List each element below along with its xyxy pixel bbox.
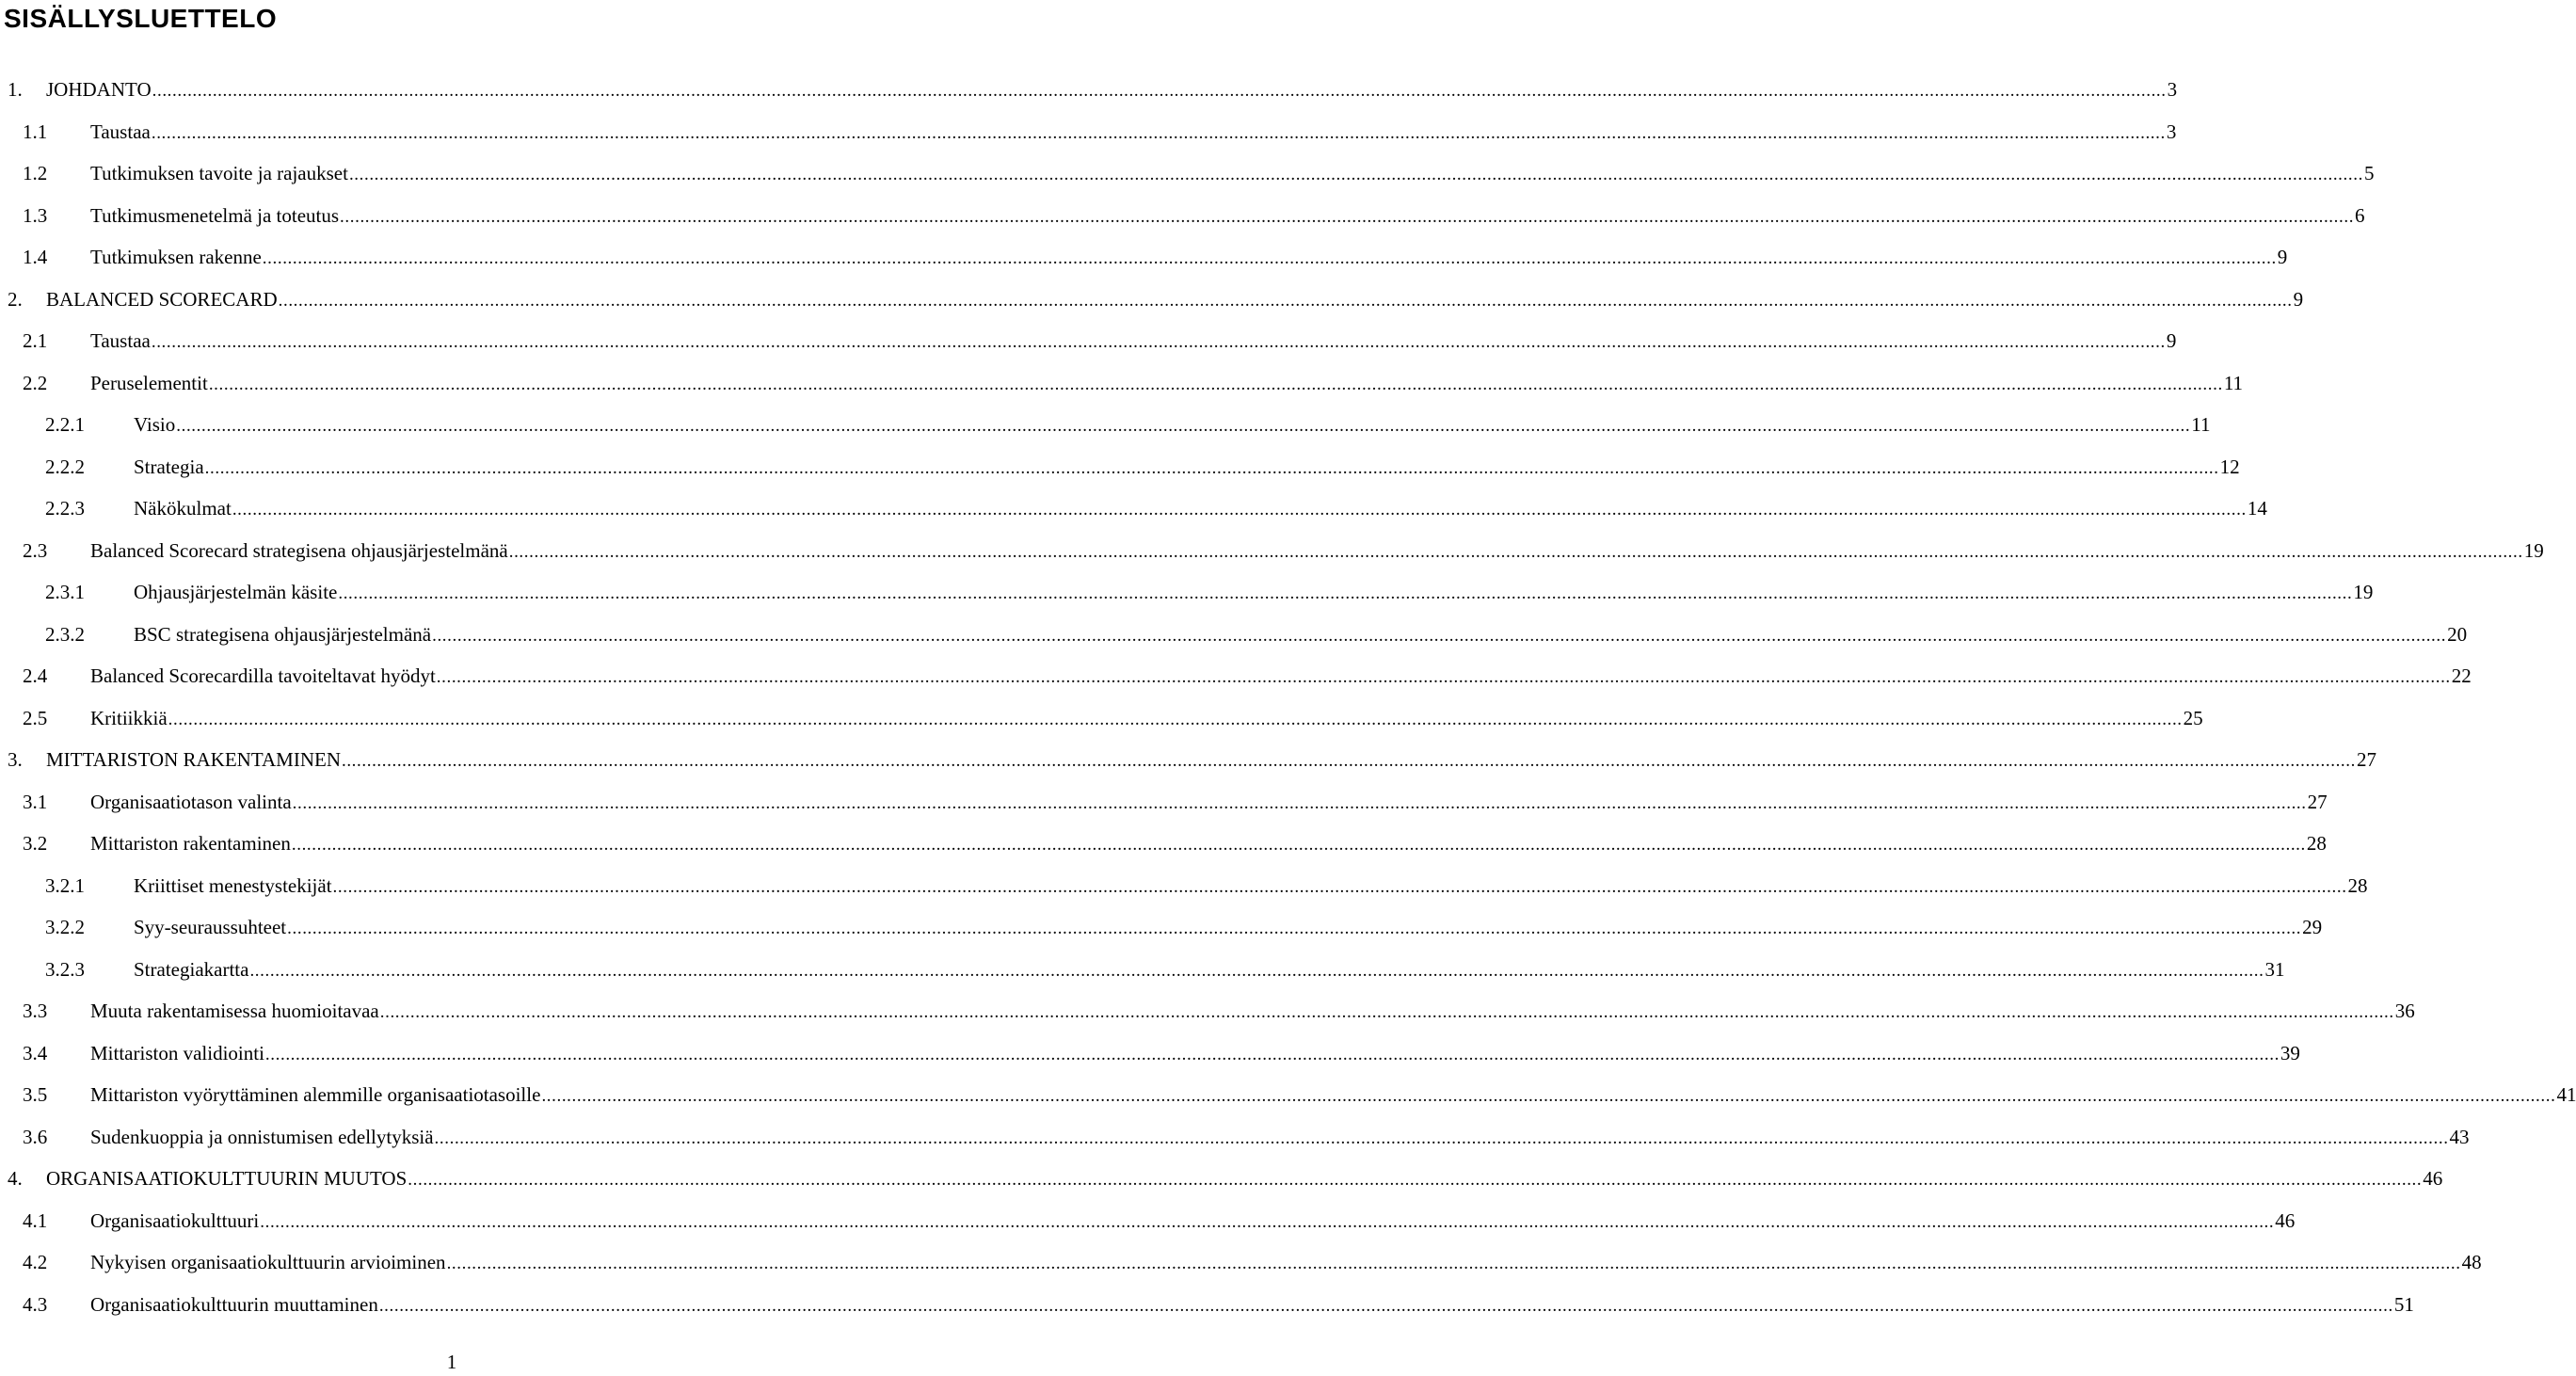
dot-leader: ................................................................................................................................................................................................................................................................................................................................................................................................................ — [541, 1086, 2556, 1106]
dot-leader: ................................................................................................................................................................................................................................................................................................................................................................................................................ — [434, 1128, 2449, 1148]
toc-entry-label: Tutkimuksen rakenne — [90, 246, 262, 268]
toc-entry-page: 27 — [2307, 790, 2328, 813]
toc-entry-label: Organisaatiotason valinta — [90, 790, 292, 813]
dot-leader: ................................................................................................................................................................................................................................................................................................................................................................................................................ — [287, 919, 2302, 938]
toc-entry-label: Mittariston validiointi — [90, 1041, 264, 1064]
toc-entry[interactable] — [0, 1164, 2443, 1192]
toc-entry-page: 14 — [2247, 497, 2267, 520]
toc-entry-page: 46 — [2423, 1167, 2443, 1190]
toc-entry-label: JOHDANTO — [46, 78, 152, 101]
toc-entry-page: 9 — [2293, 287, 2304, 311]
dot-leader: ................................................................................................................................................................................................................................................................................................................................................................................................................ — [378, 1295, 2393, 1316]
dot-leader: ................................................................................................................................................................................................................................................................................................................................................................................................................ — [408, 1170, 2423, 1190]
toc-entry[interactable] — [0, 829, 2327, 857]
toc-entry-page: 31 — [2264, 957, 2285, 981]
dot-leader: ................................................................................................................................................................................................................................................................................................................................................................................................................ — [176, 416, 2191, 436]
toc-entry-number: 3.6 — [23, 1125, 48, 1148]
dot-leader: ................................................................................................................................................................................................................................................................................................................................................................................................................ — [340, 206, 2355, 227]
toc-entry-label: Syy-seuraussuhteet — [134, 916, 287, 938]
toc-entry-number: 2.2.3 — [45, 497, 85, 520]
toc-entry-label: Balanced Scorecardilla tavoiteltavat hyödyt — [90, 664, 436, 687]
toc-entry-label: Kriittiset menestystekijät — [134, 873, 332, 897]
dot-leader: ................................................................................................................................................................................................................................................................................................................................................................................................................ — [446, 1254, 2461, 1273]
dot-leader: ................................................................................................................................................................................................................................................................................................................................................................................................................ — [262, 248, 2277, 268]
toc-entry[interactable] — [0, 159, 2375, 187]
toc-entry-page: 28 — [2306, 832, 2327, 855]
toc-entry-number: 1.3 — [23, 203, 48, 227]
toc-entry-number: 3.2.3 — [45, 957, 85, 981]
toc-entry-number: 2.4 — [23, 664, 48, 687]
toc-entry-number: 4.2 — [23, 1251, 48, 1273]
toc-entry-number: 3.2 — [23, 832, 48, 855]
toc-entry-page: 46 — [2275, 1208, 2296, 1232]
toc-entry-page: 39 — [2280, 1041, 2300, 1064]
toc-entry-label: Strategia — [134, 455, 204, 478]
toc-entry-number: 1.2 — [23, 162, 48, 184]
toc-entry-label: Näkökulmat — [134, 497, 232, 520]
toc-entry[interactable] — [0, 243, 2288, 271]
toc-entry-label: Organisaatiokulttuurin muuttaminen — [90, 1292, 378, 1316]
toc-entry-label: Mittariston vyöryttäminen alemmille organisaatiotasoille — [90, 1083, 541, 1106]
toc-entry[interactable] — [0, 536, 2544, 565]
toc-entry-number: 2.2.1 — [45, 413, 85, 436]
dot-leader: ................................................................................................................................................................................................................................................................................................................................................................................................................ — [436, 667, 2451, 687]
dot-leader: ................................................................................................................................................................................................................................................................................................................................................................................................................ — [260, 1211, 2275, 1232]
toc-entry-page: 36 — [2394, 1000, 2415, 1022]
toc-entry-label: Sudenkuoppia ja onnistumisen edellytyksiä — [90, 1125, 434, 1148]
toc-entry-number: 3.4 — [23, 1041, 48, 1064]
toc-entry-label: Tutkimuksen tavoite ja rajaukset — [90, 162, 348, 184]
toc-entry-page: 11 — [2191, 413, 2211, 436]
dot-leader: ................................................................................................................................................................................................................................................................................................................................................................................................................ — [348, 165, 2363, 184]
toc-entry-page: 9 — [2166, 329, 2177, 352]
toc-entry[interactable] — [0, 578, 2374, 606]
toc-entry-number: 2.5 — [23, 706, 48, 729]
toc-entry[interactable] — [0, 369, 2244, 397]
toc-entry-number: 3.1 — [23, 790, 48, 813]
toc-entry-page: 19 — [2353, 581, 2374, 603]
toc-entry-label: Organisaatiokulttuuri — [90, 1208, 260, 1232]
toc-entry-number: 4. — [8, 1167, 23, 1190]
toc-entry-label: ORGANISAATIOKULTTUURIN MUUTOS — [46, 1167, 408, 1190]
toc-entry[interactable] — [0, 997, 2415, 1025]
toc-entry-page: 29 — [2302, 916, 2323, 938]
toc-entry-page: 3 — [2167, 78, 2178, 101]
toc-entry-number: 1.1 — [23, 120, 48, 143]
dot-leader: ................................................................................................................................................................................................................................................................................................................................................................................................................ — [338, 584, 2353, 603]
toc-entry-label: Strategiakartta — [134, 957, 249, 981]
toc-entry[interactable] — [0, 1080, 2576, 1109]
toc-entry[interactable] — [0, 1248, 2482, 1276]
page-number: 1 — [446, 1351, 457, 1373]
toc-entry-label: Balanced Scorecard strategisena ohjausjärjestelmänä — [90, 538, 508, 562]
dot-leader: ................................................................................................................................................................................................................................................................................................................................................................................................................ — [152, 81, 2167, 101]
toc-entry-number: 3.5 — [23, 1083, 48, 1106]
toc-entry-number: 3.2.2 — [45, 916, 85, 938]
toc-entry-label: BSC strategisena ohjausjärjestelmänä — [134, 622, 432, 646]
toc-entry-page: 51 — [2393, 1292, 2414, 1316]
toc-entry-label: BALANCED SCORECARD — [46, 287, 278, 311]
toc-entry[interactable] — [0, 620, 2468, 648]
toc-entry-label: Visio — [134, 413, 176, 436]
toc-entry-number: 2.3.1 — [45, 581, 85, 603]
toc-entry-number: 2. — [8, 287, 23, 311]
toc-entry-label: Tutkimusmenetelmä ja toteutus — [90, 203, 340, 227]
toc-entry-page: 28 — [2347, 873, 2368, 897]
toc-entry-page: 12 — [2219, 455, 2240, 478]
toc-entry[interactable] — [0, 285, 2304, 313]
toc-entry-number: 3.2.1 — [45, 873, 85, 897]
dot-leader: ................................................................................................................................................................................................................................................................................................................................................................................................................ — [291, 835, 2306, 855]
toc-entry-page: 22 — [2451, 664, 2472, 687]
toc-entry-label: Muuta rakentamisessa huomioitavaa — [90, 1000, 379, 1022]
toc-entry-page: 5 — [2363, 162, 2375, 184]
toc-entry-page: 3 — [2166, 120, 2177, 143]
toc-entry-page: 9 — [2277, 246, 2288, 268]
toc-entry[interactable] — [0, 453, 2240, 481]
toc-entry-page: 20 — [2447, 622, 2468, 646]
toc-entry-label: MITTARISTON RAKENTAMINEN — [46, 748, 341, 771]
toc-entry-page: 25 — [2183, 706, 2203, 729]
toc-entry-number: 3. — [8, 748, 23, 771]
toc-entry[interactable] — [0, 955, 2285, 984]
dot-leader: ................................................................................................................................................................................................................................................................................................................................................................................................................ — [264, 1044, 2280, 1064]
toc-entry[interactable] — [0, 1290, 2414, 1319]
dot-leader: ................................................................................................................................................................................................................................................................................................................................................................................................................ — [292, 792, 2307, 813]
toc-entry-page: 48 — [2461, 1251, 2482, 1273]
toc-entry-label: Peruselementit — [90, 371, 208, 394]
toc-entry-label: Kritiikkiä — [90, 706, 168, 729]
toc-entry-page: 19 — [2523, 538, 2544, 562]
page-title: SISÄLLYSLUETTELO — [4, 4, 278, 33]
dot-leader: ................................................................................................................................................................................................................................................................................................................................................................................................................ — [168, 709, 2183, 729]
dot-leader: ................................................................................................................................................................................................................................................................................................................................................................................................................ — [432, 625, 2447, 646]
dot-leader: ................................................................................................................................................................................................................................................................................................................................................................................................................ — [151, 122, 2166, 143]
toc-entry-label: Taustaa — [90, 329, 151, 352]
toc-entry[interactable] — [0, 410, 2211, 439]
dot-leader: ................................................................................................................................................................................................................................................................................................................................................................................................................ — [341, 751, 2356, 771]
toc-entry[interactable] — [0, 788, 2328, 816]
toc-entry[interactable] — [0, 872, 2368, 900]
toc-entry[interactable] — [0, 1207, 2296, 1235]
dot-leader: ................................................................................................................................................................................................................................................................................................................................................................................................................ — [204, 457, 2219, 478]
toc-entry[interactable] — [0, 745, 2376, 774]
toc-entry[interactable] — [0, 1039, 2300, 1067]
dot-leader: ................................................................................................................................................................................................................................................................................................................................................................................................................ — [151, 332, 2166, 352]
toc-entry[interactable] — [0, 118, 2177, 146]
toc-entry-number: 4.3 — [23, 1292, 48, 1316]
toc-entry[interactable] — [0, 704, 2203, 732]
toc-entry-page: 43 — [2449, 1125, 2470, 1148]
dot-leader: ................................................................................................................................................................................................................................................................................................................................................................................................................ — [332, 876, 2347, 897]
dot-leader: ................................................................................................................................................................................................................................................................................................................................................................................................................ — [208, 374, 2223, 394]
dot-leader: ................................................................................................................................................................................................................................................................................................................................................................................................................ — [379, 1002, 2394, 1022]
toc-entry-page: 11 — [2223, 371, 2244, 394]
toc-entry[interactable] — [0, 662, 2472, 690]
toc-entry-number: 1. — [8, 78, 23, 101]
toc-entry-number: 3.3 — [23, 1000, 48, 1022]
toc-entry[interactable] — [0, 913, 2323, 941]
toc-entry-page: 27 — [2356, 748, 2376, 771]
toc-entry-label: Nykyisen organisaatiokulttuurin arvioiminen — [90, 1251, 446, 1273]
toc-entry-page: 6 — [2355, 203, 2365, 227]
toc-entry-label: Mittariston rakentaminen — [90, 832, 291, 855]
toc-entry-label: Taustaa — [90, 120, 151, 143]
dot-leader: ................................................................................................................................................................................................................................................................................................................................................................................................................ — [508, 541, 2523, 562]
toc-entry-number: 1.4 — [23, 246, 48, 268]
toc-entry-number: 2.3 — [23, 538, 48, 562]
toc-entry[interactable] — [0, 201, 2365, 230]
toc-entry[interactable] — [0, 1123, 2470, 1151]
toc-entry-label: Ohjausjärjestelmän käsite — [134, 581, 338, 603]
toc-entry-number: 2.3.2 — [45, 622, 85, 646]
toc-entry-number: 2.2.2 — [45, 455, 85, 478]
toc-entry-number: 2.1 — [23, 329, 48, 352]
toc-entry[interactable] — [0, 327, 2177, 355]
toc-entry[interactable] — [0, 494, 2267, 522]
toc-entry-number: 2.2 — [23, 371, 48, 394]
dot-leader: ................................................................................................................................................................................................................................................................................................................................................................................................................ — [249, 960, 2264, 981]
toc-entry-number: 4.1 — [23, 1208, 48, 1232]
dot-leader: ................................................................................................................................................................................................................................................................................................................................................................................................................ — [278, 290, 2293, 311]
toc-entry-page: 41 — [2556, 1083, 2576, 1106]
dot-leader: ................................................................................................................................................................................................................................................................................................................................................................................................................ — [232, 500, 2247, 520]
toc-entry[interactable] — [0, 75, 2178, 104]
